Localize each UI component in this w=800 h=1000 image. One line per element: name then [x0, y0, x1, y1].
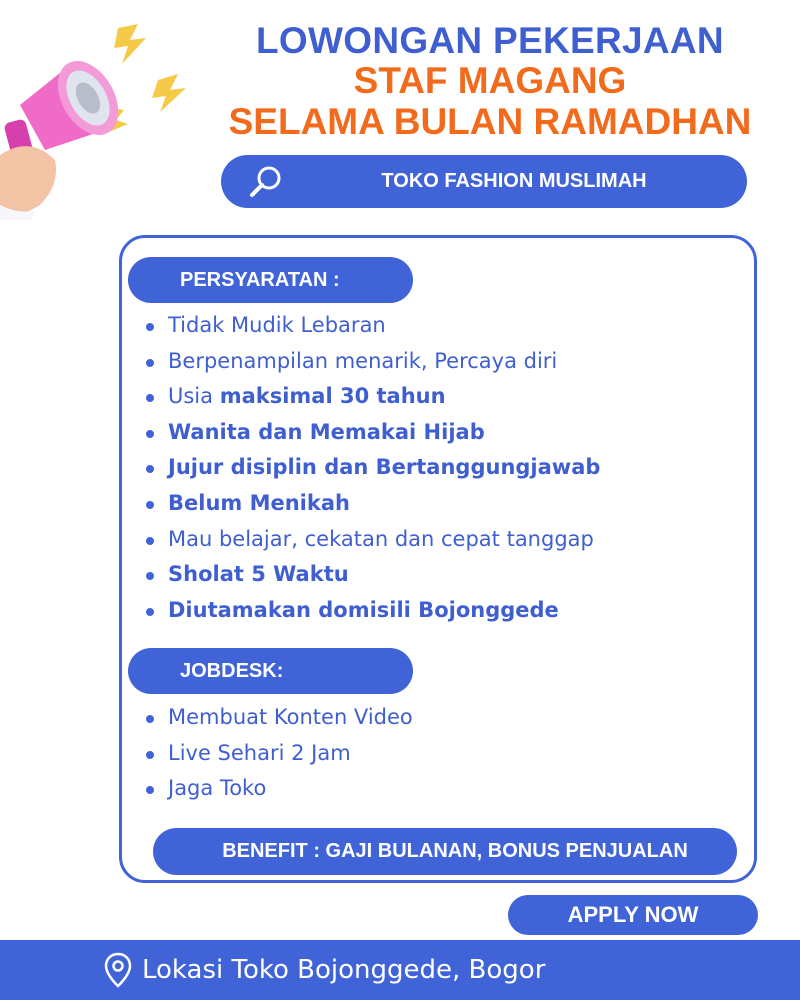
list-item: Membuat Konten Video	[145, 700, 413, 736]
requirements-list	[145, 308, 600, 628]
jobdesk-list	[145, 700, 413, 807]
location-footer	[0, 940, 800, 1000]
headline-period: SELAMA BULAN RAMADHAN	[228, 101, 752, 142]
store-name: TOKO FASHION MUSLIMAH	[381, 170, 647, 192]
list-item: Mau belajar, cekatan dan cepat tanggap	[145, 522, 600, 558]
list-item: Jaga Toko	[145, 771, 413, 807]
location-text: Lokasi Toko Bojonggede, Bogor	[142, 955, 546, 985]
list-item: Sholat 5 Waktu	[145, 557, 600, 593]
megaphone-illustration	[0, 10, 200, 220]
list-item: Live Sehari 2 Jam	[145, 736, 413, 772]
list-item: Berpenampilan menarik, Percaya diri	[145, 344, 600, 380]
headline-title: LOWONGAN PEKERJAAN	[256, 20, 724, 61]
jobdesk-heading: JOBDESK:	[128, 648, 413, 694]
list-item: Belum Menikah	[145, 486, 600, 522]
list-item: Diutamakan domisili Bojonggede	[145, 593, 600, 629]
apply-now-button[interactable]: APPLY NOW	[508, 895, 758, 935]
lightning-icon	[114, 24, 146, 64]
search-icon	[247, 163, 285, 201]
location-pin-icon	[104, 952, 132, 988]
list-item: Usia maksimal 30 tahun	[145, 379, 600, 415]
list-item: Jujur disiplin dan Bertanggungjawab	[145, 450, 600, 486]
headline-position: STAF MAGANG	[353, 60, 627, 101]
list-item: Tidak Mudik Lebaran	[145, 308, 600, 344]
lightning-icon	[152, 74, 186, 112]
list-item: Wanita dan Memakai Hijab	[145, 415, 600, 451]
benefit-banner: BENEFIT : GAJI BULANAN, BONUS PENJUALAN	[153, 828, 737, 875]
store-name-banner	[221, 155, 747, 208]
requirements-heading: PERSYARATAN :	[128, 257, 413, 303]
